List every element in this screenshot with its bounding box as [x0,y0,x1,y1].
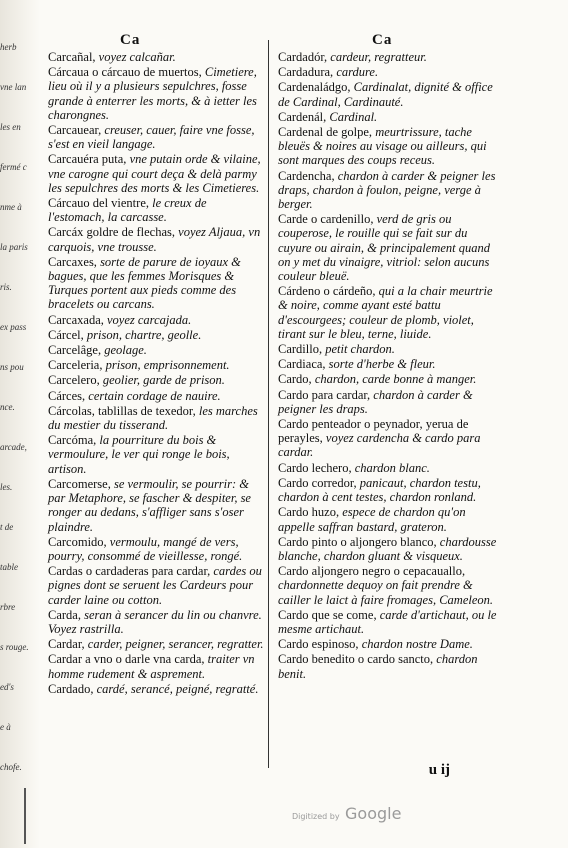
entry-headword: Cardadór, [278,50,328,64]
dictionary-entry [48,389,266,403]
dictionary-entry [278,564,500,607]
entry-headword: Carcañal, [48,50,96,64]
dictionary-entry [48,373,266,387]
entry-definition: certain cordage de nauire. [85,388,221,403]
dictionary-entry [48,637,266,651]
edge-fragment: les. [0,482,13,492]
entry-headword: Carcomerse, [48,476,111,491]
entry-headword: Cardo para cardar, [278,387,371,402]
entry-definition: voyez cardencha & cardo para cardar. [278,431,481,460]
dictionary-entry [278,417,500,460]
dictionary-entry [278,608,500,636]
entry-definition: vermoulu, mangé de vers, pourry, consommé de vieillesse, rongé. [48,534,243,563]
edge-fragment: ed's [0,682,14,692]
entry-headword: Cárcolas, tablillas de texedor, [48,403,196,418]
dictionary-entry [48,225,266,253]
entry-definition: chardon à carder & peigner les draps. [278,387,473,416]
entry-headword: Cardencha, [278,168,335,183]
entry-headword: Carcomido, [48,534,107,549]
dictionary-entry [48,255,266,312]
entry-definition: sorte de parure de ioyaux & bagues, que les femmes Morisques & Turques portent aux pieds comme des bracelets ou carcans. [48,254,241,312]
entry-definition: qui a la chair meurtrie & noire, comme ayant esté battu d'escourgees; couleur de plomb, violet, tirant sur le bleu, terne, liuide. [278,284,493,341]
entry-headword: Cardo que se come, [278,607,377,622]
entry-definition: les marches du mestier du tisserand. [48,403,258,433]
dictionary-entry [48,433,266,476]
entry-headword: Cárcaua o cárcauo de muertos, [48,65,202,80]
dictionary-entry [48,682,266,696]
dictionary-entry [48,196,266,224]
entry-definition: cardé, serancé, peigné, regratté. [93,681,259,696]
dictionary-entry [278,80,500,108]
entry-definition: seran à serancer du lin ou chanvre. Voyez rastrilla. [48,607,262,636]
entry-definition: voyez carcajada. [103,312,192,327]
dictionary-entry [48,313,266,327]
entry-headword: Carcauear, [48,123,102,138]
edge-fragment: arcade, [0,442,27,452]
entry-headword: Cardillo, [278,342,323,357]
entry-headword: Cárdeno o cárdeño, [278,284,376,299]
entry-definition: traiter vn homme rudement & asprement. [48,652,255,681]
dictionary-entry [278,110,500,124]
entry-headword: Cardenal de golpe, [278,125,373,140]
entry-definition: carder, peigner, serancer, regratter. [84,637,264,652]
entry-definition: voyez calcañar. [95,50,176,64]
dictionary-entry [278,50,500,64]
dictionary-entry [48,477,266,534]
gutter-rule [24,788,26,844]
column-divider [268,40,269,768]
entry-definition: creuser, cauer, faire vne fosse, s'est en vieil langage. [48,123,255,152]
entry-definition: chardon nostre Dame. [358,637,473,652]
entry-definition: prison, emprisonnement. [102,358,230,373]
dictionary-entry [48,328,266,342]
entry-definition: espece de chardon qu'on appelle saffran bastard, grateron. [278,505,466,534]
entry-headword: Cardo corredor, [278,475,357,490]
entry-headword: Carcelero, [48,373,100,388]
entry-headword: Carcáx goldre de flechas, [48,225,176,240]
dictionary-entry [278,65,500,79]
google-watermark: Google [345,804,402,823]
entry-headword: Carcóma, [48,433,97,448]
dictionary-entry [48,535,266,563]
signature-mark: u ij [428,762,450,778]
dictionary-entry [48,152,266,195]
edge-fragment: vne lan [0,82,27,92]
dictionary-entry [278,461,500,475]
dictionary-entry [278,169,500,212]
dictionary-entry [278,372,500,386]
entry-headword: Cardo espinoso, [278,637,359,652]
dictionary-entry [278,357,500,371]
entry-definition: meurtrissure, tache bleuës & noires au visage ou ailleurs, qui sont marques des coups receus. [278,125,487,168]
entry-headword: Carceleria, [48,358,103,373]
entry-headword: Carda, [48,607,81,622]
dictionary-entry [278,342,500,356]
entry-definition: voyez Aljaua, vn carquois, vne trousse. [48,225,261,254]
entry-headword: Carcelâge, [48,343,102,358]
entry-definition: cardeur, regratteur. [327,50,427,64]
entry-headword: Carcaxada, [48,312,104,327]
dictionary-entry [48,343,266,357]
entry-headword: Cardiaca, [278,357,326,372]
edge-fragment: les en [0,122,21,132]
entry-headword: Cárces, [48,388,86,403]
dictionary-entry [278,637,500,651]
entry-headword: Cárcauo del vientre, [48,196,149,211]
entry-headword: Cardenál, [278,109,327,124]
entry-definition: prison, chartre, geolle. [83,327,202,342]
dictionary-entry [278,535,500,563]
entry-definition: Cardinalat, dignité & office de Cardinal, Cardinauté. [278,80,493,109]
dictionary-entry [48,358,266,372]
entry-definition: petit chardon. [322,342,395,357]
dictionary-entry [278,125,500,168]
edge-fragment: la paris [0,242,28,252]
edge-fragment: chofe. [0,762,22,772]
entry-headword: Cardadura, [278,65,334,80]
entry-definition: Cimetiere, lieu où il y a plusieurs sepulchres, fosse grande à enterrer les morts, & à ietter les charongnes. [48,65,257,122]
dictionary-entry [48,652,266,680]
entry-headword: Cardado, [48,681,94,696]
entry-headword: Cárcel, [48,327,84,342]
dictionary-entry [48,564,266,607]
entry-headword: Cardas o cardaderas para cardar, [48,564,211,579]
edge-fragment: table [0,562,18,572]
entry-definition: cardure. [333,65,379,80]
entry-definition: le creux de l'estomach, la carcasse. [48,196,207,225]
entry-definition: chardon à carder & peigner les draps, chardon à foulon, peigne, verge à berger. [278,168,496,212]
digitized-by-label: Digitized by [292,812,340,821]
edge-fragment: rbre [0,602,16,612]
entry-definition: carde d'artichaut, ou le mesme artichaut. [278,607,497,636]
edge-fragment: ex pass [0,322,27,332]
dictionary-entry [278,505,500,533]
entry-headword: Cardar, [48,637,85,652]
dictionary-entry [48,50,266,64]
entry-headword: Cardo huzo, [278,505,340,520]
entry-definition: chardon benit. [278,652,478,681]
entry-headword: Cardo aljongero negro o cepacauallo, [278,564,466,579]
dictionary-entry [48,404,266,432]
entry-headword: Cardar a vno o darle vna carda, [48,652,205,667]
dictionary-entry [278,284,500,341]
entry-headword: Cardo penteador o peynador, yerua de perayles, [278,417,469,446]
edge-fragment: fermé c [0,162,27,172]
dictionary-entry [48,123,266,151]
entry-definition: verd de gris ou couperose, le rouille qui se fait sur du cuyure ou airain, & principalement quand on y met du vinaigre, vitriol: selon aucuns couleur bleuë. [278,212,491,284]
entry-definition: chardon, carde bonne à manger. [311,372,477,387]
entry-definition: chardousse blanche, chardon gluant & visqueux. [278,534,497,563]
edge-fragment: nme à [0,202,22,212]
entry-definition: cardes ou pignes dont se seruent les Cardeurs pour carder laine ou cotton. [48,564,262,607]
right-running-head: Ca [372,32,393,48]
entry-definition: Cardinal. [326,109,378,124]
entry-definition: sorte d'herbe & fleur. [325,357,436,372]
entry-definition: panicaut, chardon testu, chardon à cent testes, chardon ronland. [278,475,481,505]
entry-definition: chardon blanc. [351,460,430,475]
left-running-head: Ca [120,32,141,48]
entry-definition: geolier, garde de prison. [99,373,225,388]
entry-headword: Cardo pinto o aljongero blanco, [278,534,437,549]
dictionary-entry [48,65,266,122]
dictionary-entry [278,652,500,680]
entry-headword: Cardo lechero, [278,460,352,475]
entry-definition: se vermoulir, se pourrir: & par Metaphore, se fascher & despiter, se ronger au dedans, s'affliger sans s'oser plaindre. [48,476,251,534]
edge-fragment: e à [0,722,11,732]
entry-headword: Cardo, [278,372,312,387]
entry-definition: la pourriture du bois & vermoulure, le ver qui ronge le bois, artison. [48,433,230,476]
edge-fragment: herb [0,42,17,52]
dictionary-entry [48,608,266,636]
entry-definition: chardonnette dequoy on fait prendre & cailler le laict à faire fromages, Cameleon. [278,578,494,607]
edge-fragment: ns pou [0,362,24,372]
entry-definition: vne putain orde & vilaine, vne carogne qui court deça & delà parmy les sepulchres des morts & les Cimetieres. [48,152,261,195]
entry-headword: Carde o cardenillo, [278,212,374,227]
entry-headword: Carcauéra puta, [48,152,127,167]
entry-headword: Cardo benedito o cardo sancto, [278,652,434,667]
edge-fragment: nce. [0,402,15,412]
dictionary-entry [278,212,500,283]
edge-fragment: t de [0,522,14,532]
dictionary-entry [278,388,500,416]
edge-fragment: ris. [0,282,12,292]
edge-fragment: s rouge. [0,642,29,652]
entry-headword: Carcaxes, [48,254,97,269]
entry-headword: Cardenaládgo, [278,80,351,95]
entry-definition: geolage. [101,343,147,358]
dictionary-entry [278,476,500,504]
